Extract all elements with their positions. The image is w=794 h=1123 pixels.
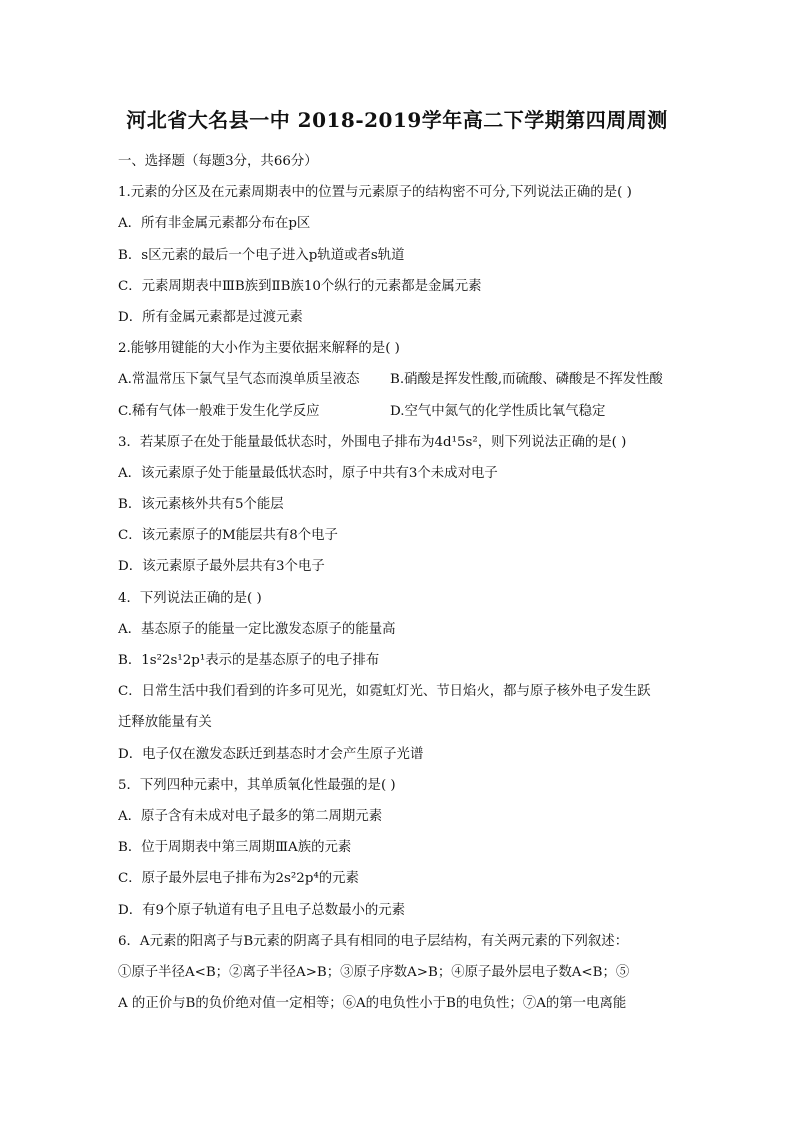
question-1-option-b: B．s区元素的最后一个电子进入p轨道或者s轨道 [118,247,405,263]
question-4-option-a: A．基态原子的能量一定比激发态原子的能量高 [118,621,396,637]
question-3-stem: 3．若某原子在处于能量最低状态时，外围电子排布为4d¹5s²，则下列说法正确的是( ) [118,434,627,450]
question-3-option-d: D．该元素原子最外层共有3个电子 [118,559,325,575]
question-list [118,146,686,1019]
question-2-stem: 2.能够用键能的大小作为主要依据来解释的是( ) [118,341,400,357]
question-5-option-b: B．位于周期表中第三周期ⅢA族的元素 [118,840,352,856]
question-3-option-b: B．该元素核外共有5个能层 [118,497,284,513]
question-1-option-d: D．所有金属元素都是过渡元素 [118,309,303,325]
question-3-option-a: A．该元素原子处于能量最低状态时，原子中共有3个未成对电子 [118,465,498,481]
question-1-stem: 1.元素的分区及在元素周期表中的位置与元素原子的结构密不可分,下列说法正确的是( ) [118,185,632,201]
question-4-option-d: D．电子仅在激发态跃迁到基态时才会产生原子光谱 [118,746,424,762]
question-5-option-d: D．有9个原子轨道有电子且电子总数最小的元素 [118,902,406,918]
question-4-option-c-line1: C．日常生活中我们看到的许多可见光，如霓虹灯光、节日焰火，都与原子核外电子发生跃 [118,684,651,700]
page-title: 河北省大名县一中 2018-2019学年高二下学期第四周周测 [126,108,668,132]
question-2-option-a: A.常温常压下氯气呈气态而溴单质呈液态 [118,372,360,388]
question-2-options-ab [118,364,686,395]
question-4-option-b: B．1s²2s¹2p¹表示的是基态原子的电子排布 [118,653,380,668]
question-4-option-c-line2: 迁释放能量有关 [118,715,212,731]
question-2-option-b: B.硝酸是挥发性酸,而硫酸、磷酸是不挥发性酸 [390,372,663,388]
question-5-stem: 5．下列四种元素中，其单质氧化性最强的是( ) [118,777,396,793]
section-heading: 一、选择题（每题3分，共66分） [118,154,318,169]
question-1-option-a: A．所有非金属元素都分布在p区 [118,216,311,232]
question-5-option-a: A．原子含有未成对电子最多的第二周期元素 [118,808,383,824]
question-2-option-d: D.空气中氮气的化学性质比氧气稳定 [390,403,606,419]
question-2-option-c: C.稀有气体一般难于发生化学反应 [118,403,320,419]
question-5-option-c: C．原子最外层电子排布为2s²2p⁴的元素 [118,871,359,887]
question-2-options-cd [118,396,686,427]
question-6-line2: ①原子半径A<B；②离子半径A>B；③原子序数A>B；④原子最外层电子数A<B；⑤ [118,964,630,980]
question-6-line3: A 的正价与B的负价绝对值一定相等；⑥A的电负性小于B的电负性；⑦A的第一电离能 [118,996,627,1012]
question-1-option-c: C．元素周期表中ⅢB族到ⅡB族10个纵行的元素都是金属元素 [118,278,482,294]
question-4-stem: 4．下列说法正确的是( ) [118,590,262,606]
question-3-option-c: C．该元素原子的M能层共有8个电子 [118,528,338,544]
question-6-line1: 6．A元素的阳离子与B元素的阴离子具有相同的电子层结构，有关两元素的下列叙述： [118,933,629,949]
